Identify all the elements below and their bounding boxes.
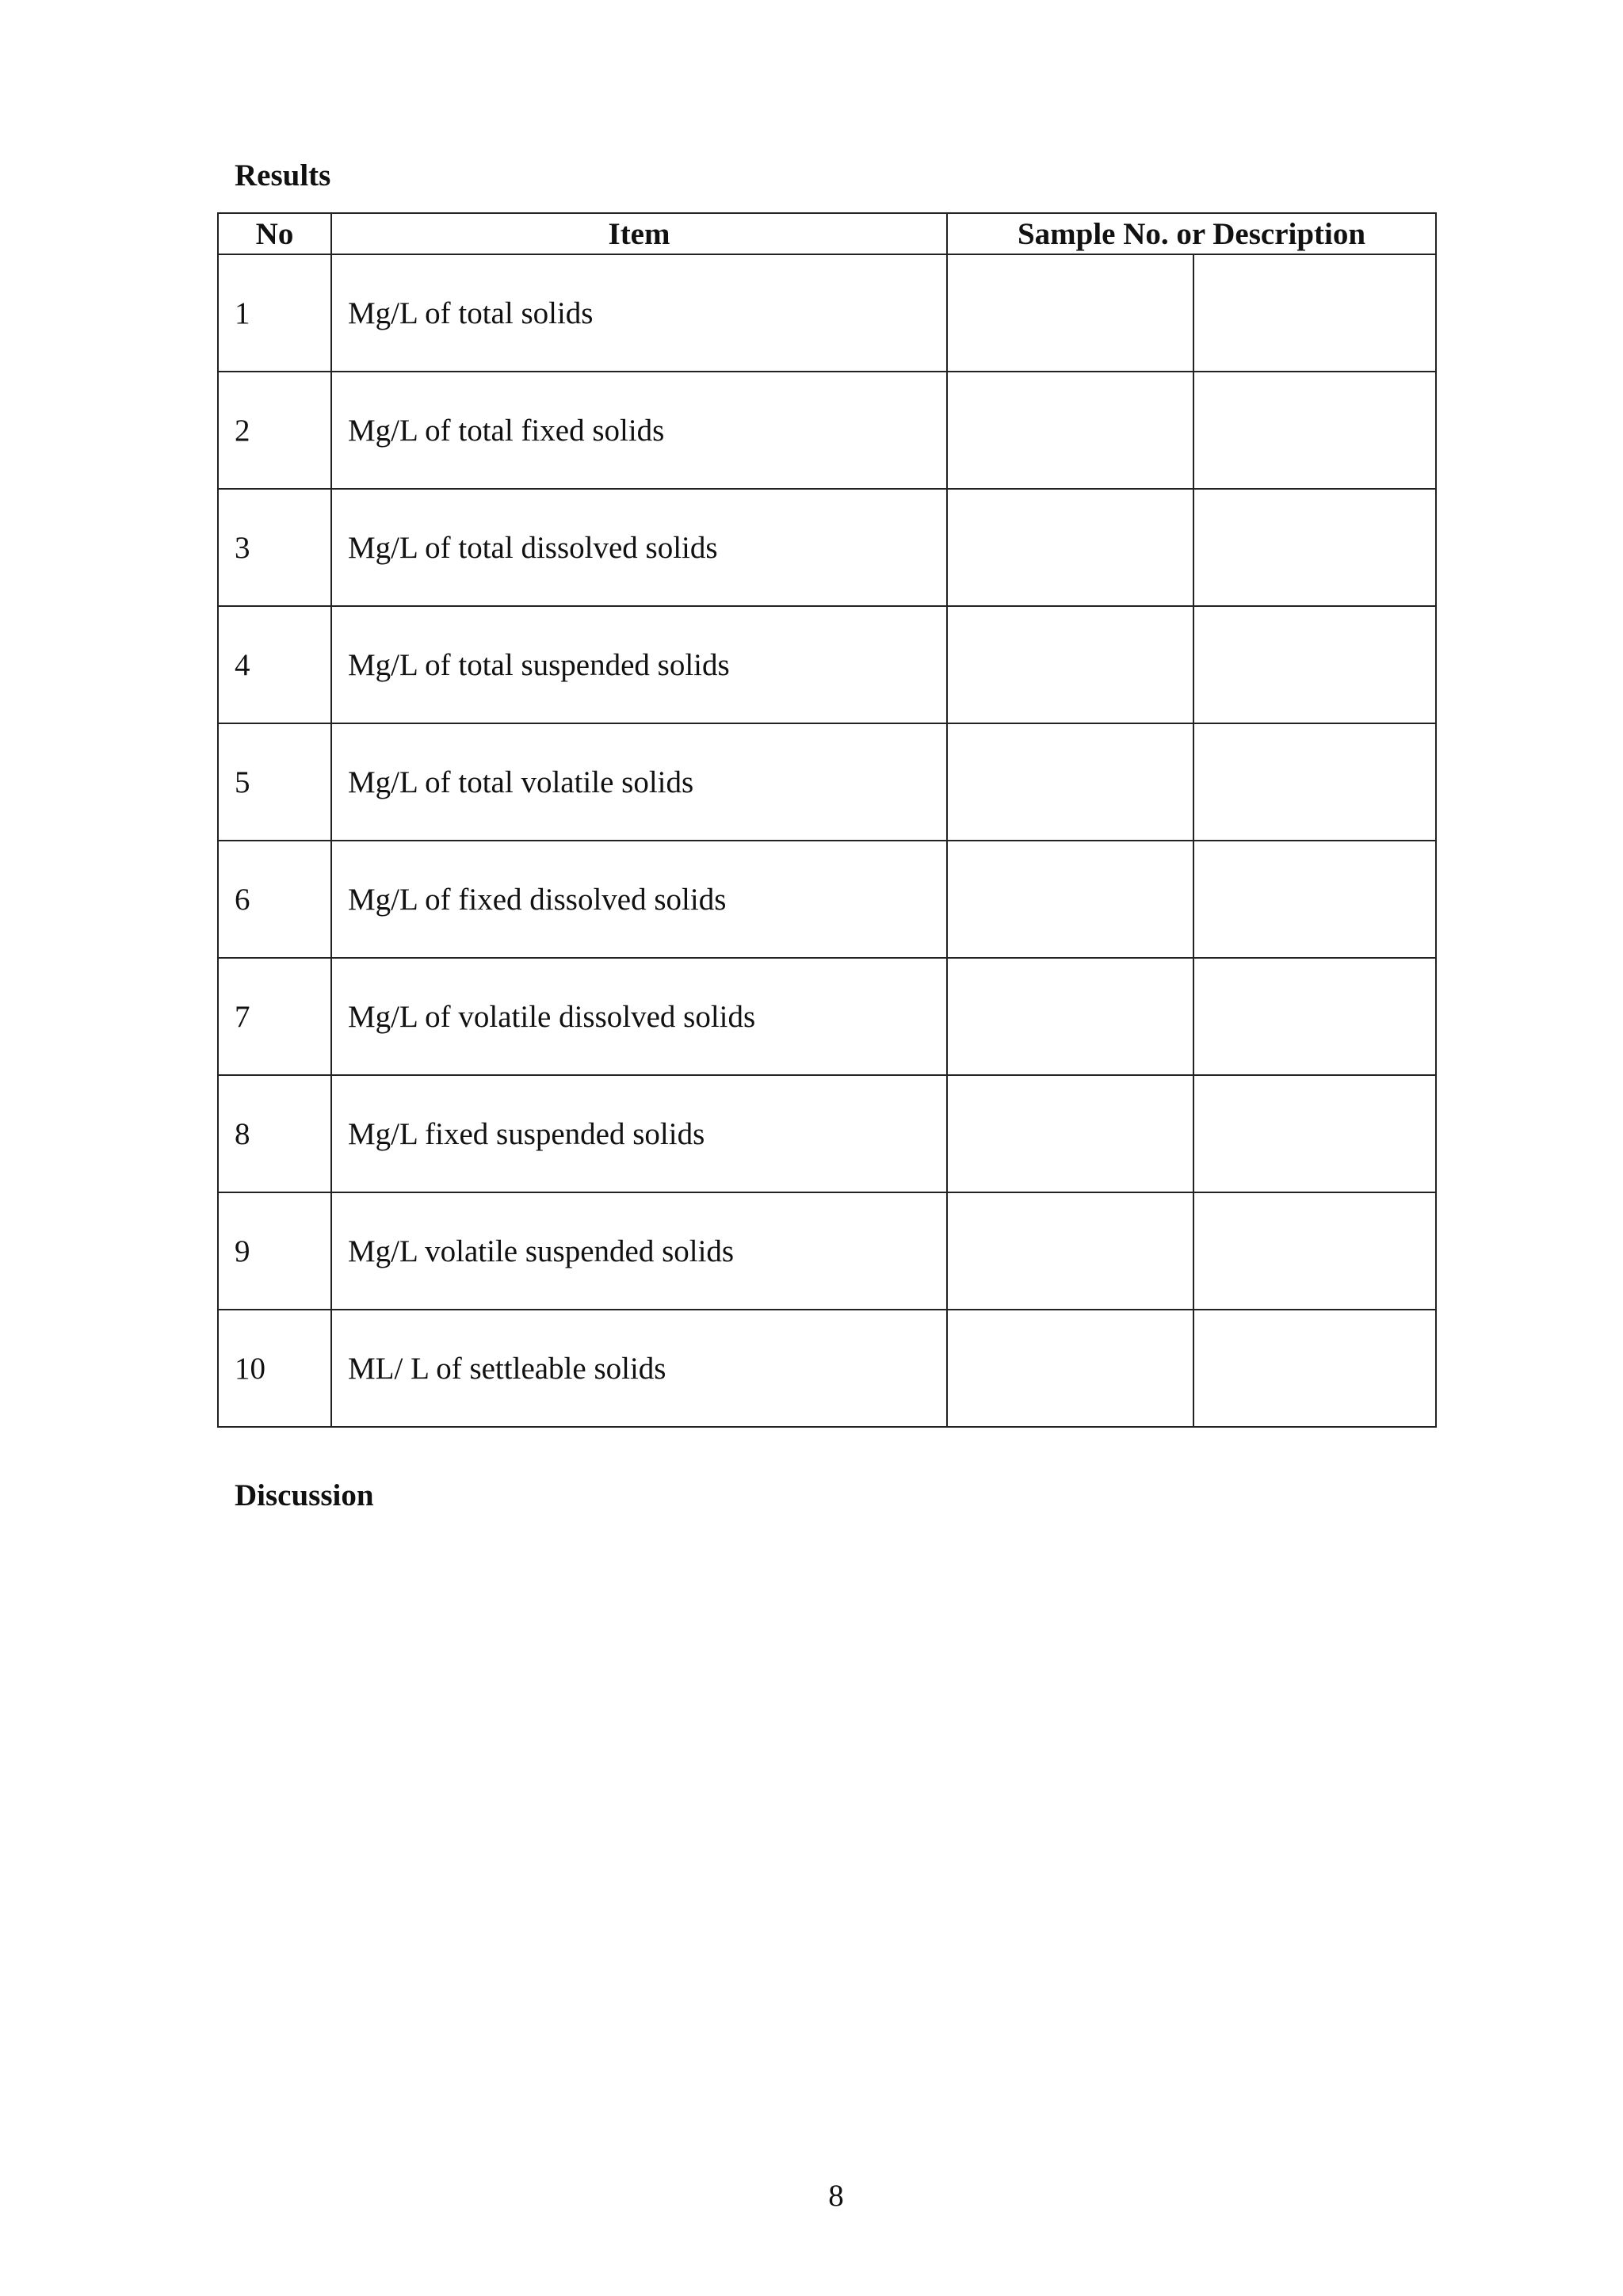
results-table (217, 212, 1437, 1428)
row-number: 3 (218, 489, 331, 606)
sample-cell (947, 723, 1193, 841)
sample-cell (1193, 841, 1436, 958)
header-sample: Sample No. or Description (947, 213, 1436, 254)
sample-cell (947, 1075, 1193, 1192)
sample-cell (1193, 1310, 1436, 1427)
row-number: 8 (218, 1075, 331, 1192)
sample-cell (1193, 372, 1436, 489)
row-item: Mg/L of total volatile solids (331, 723, 947, 841)
sample-cell (947, 372, 1193, 489)
sample-cell (947, 841, 1193, 958)
row-item: Mg/L of volatile dissolved solids (331, 958, 947, 1075)
sample-cell (1193, 958, 1436, 1075)
row-item: Mg/L of total fixed solids (331, 372, 947, 489)
header-no: No (218, 213, 331, 254)
sample-cell (947, 1192, 1193, 1310)
sample-cell (1193, 723, 1436, 841)
sample-cell (947, 489, 1193, 606)
table-row (218, 1075, 1436, 1192)
table-row (218, 723, 1436, 841)
row-item: Mg/L of fixed dissolved solids (331, 841, 947, 958)
table-row (218, 1310, 1436, 1427)
table-row (218, 841, 1436, 958)
table-row (218, 1192, 1436, 1310)
row-item: Mg/L fixed suspended solids (331, 1075, 947, 1192)
sample-cell (947, 254, 1193, 372)
discussion-heading: Discussion (235, 1478, 374, 1512)
sample-cell (947, 958, 1193, 1075)
sample-cell (947, 1310, 1193, 1427)
table-header-row (218, 213, 1436, 254)
sample-cell (947, 606, 1193, 723)
table-row (218, 372, 1436, 489)
page-number: 8 (828, 2179, 844, 2213)
sample-cell (1193, 489, 1436, 606)
sample-cell (1193, 254, 1436, 372)
row-number: 2 (218, 372, 331, 489)
row-item: Mg/L of total solids (331, 254, 947, 372)
results-heading: Results (235, 158, 331, 193)
sample-cell (1193, 1192, 1436, 1310)
table-row (218, 254, 1436, 372)
row-item: Mg/L of total suspended solids (331, 606, 947, 723)
row-item: Mg/L of total dissolved solids (331, 489, 947, 606)
sample-cell (1193, 606, 1436, 723)
row-number: 10 (218, 1310, 331, 1427)
row-item: Mg/L volatile suspended solids (331, 1192, 947, 1310)
table-row (218, 606, 1436, 723)
sample-cell (1193, 1075, 1436, 1192)
row-number: 5 (218, 723, 331, 841)
header-item: Item (331, 213, 947, 254)
table-row (218, 958, 1436, 1075)
row-number: 9 (218, 1192, 331, 1310)
row-item: ML/ L of settleable solids (331, 1310, 947, 1427)
row-number: 4 (218, 606, 331, 723)
row-number: 6 (218, 841, 331, 958)
row-number: 7 (218, 958, 331, 1075)
row-number: 1 (218, 254, 331, 372)
table-row (218, 489, 1436, 606)
